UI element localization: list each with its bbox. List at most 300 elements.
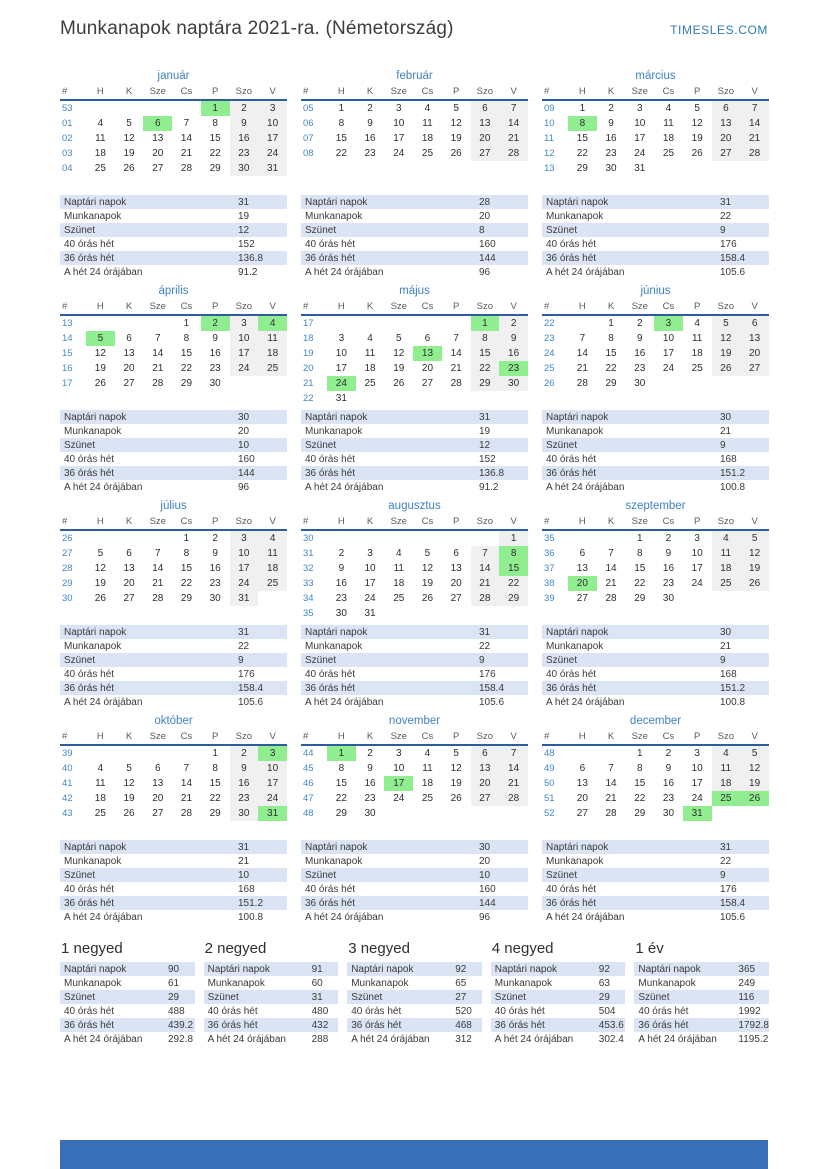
- summary-row: [60, 940, 769, 1046]
- month-block: [542, 496, 769, 711]
- day-cell: 4: [395, 548, 402, 559]
- day-cell: 31: [230, 591, 259, 606]
- day-cell: 1: [608, 318, 614, 329]
- day-cell: 5: [97, 548, 104, 559]
- empty-day-cell: [327, 530, 356, 546]
- day-cell: 6: [740, 315, 769, 331]
- empty-day-cell: [258, 376, 287, 391]
- stat-label: Szünet: [305, 654, 337, 666]
- day-cell: 1: [499, 530, 528, 546]
- stat-label: 36 órás hét: [546, 252, 597, 264]
- week-number-header: #: [544, 516, 550, 527]
- day-cell: 16: [634, 348, 646, 359]
- stat-row: [491, 990, 626, 1004]
- stat-label: Szünet: [64, 439, 96, 451]
- stat-label: A hét 24 órájában: [305, 266, 384, 278]
- page-title: Munkanapok naptára 2021-ra. (Németország): [60, 18, 454, 39]
- stat-label: A hét 24 órájában: [305, 696, 384, 708]
- day-cell: 24: [691, 578, 703, 589]
- stat-row: [204, 1004, 339, 1018]
- stat-label: Munkanapok: [638, 977, 696, 989]
- stat-label: 40 órás hét: [305, 238, 356, 250]
- day-name-header: P: [452, 301, 460, 312]
- day-cell: 21: [180, 793, 193, 804]
- day-cell: 2: [230, 745, 259, 761]
- day-name-header: Sze: [390, 86, 407, 97]
- week-number-header: #: [303, 731, 309, 742]
- week-row: [301, 361, 528, 376]
- day-cell: 7: [453, 333, 459, 344]
- day-cell: 5: [126, 118, 132, 129]
- stat-value: 1992: [738, 1005, 761, 1017]
- day-cell: 14: [605, 563, 617, 574]
- day-header-row: [301, 729, 528, 745]
- stat-row: [542, 910, 769, 924]
- month-title: november: [388, 715, 441, 727]
- day-cell: 29: [335, 808, 347, 819]
- stat-row: [301, 237, 528, 251]
- day-cell: 26: [94, 378, 106, 389]
- day-cell: 28: [152, 593, 164, 604]
- footer-bar: [60, 1140, 768, 1169]
- stat-label: Naptári napok: [546, 411, 609, 423]
- day-cell: 4: [424, 748, 431, 759]
- day-cell: 31: [364, 608, 376, 619]
- week-row: [301, 315, 528, 331]
- week-number: 47: [303, 793, 314, 804]
- stat-value: 168: [238, 883, 255, 895]
- day-cell: 10: [258, 761, 287, 776]
- month-title: augusztus: [388, 500, 441, 512]
- week-number: 42: [62, 793, 73, 804]
- day-header-row: [60, 514, 287, 530]
- empty-day-cell: [413, 315, 442, 331]
- day-cell: 21: [605, 793, 617, 804]
- stat-label: A hét 24 órájában: [494, 1033, 574, 1045]
- day-name-header: Cs: [180, 516, 193, 527]
- month-stats-table: [60, 410, 287, 494]
- day-cell: 16: [364, 133, 376, 144]
- day-header-row: [60, 84, 287, 100]
- stat-value: 160: [479, 238, 496, 250]
- day-cell: 12: [94, 348, 106, 359]
- day-name-header: Sze: [149, 731, 166, 742]
- day-cell: 13: [740, 331, 769, 346]
- stat-value: 9: [720, 224, 726, 236]
- month-stats-table: [301, 195, 528, 279]
- day-cell: 27: [712, 146, 741, 161]
- month-calendar: [60, 729, 287, 821]
- stat-label: Munkanapok: [494, 977, 553, 989]
- day-cell: 18: [258, 346, 287, 361]
- week-number: 12: [544, 148, 555, 159]
- day-cell: 9: [230, 761, 259, 776]
- stat-value: 105.6: [720, 266, 746, 278]
- day-cell: 4: [694, 318, 700, 329]
- day-cell: 3: [694, 533, 700, 544]
- day-name-header: V: [269, 731, 276, 742]
- week-number: 50: [544, 778, 555, 789]
- day-cell: 25: [662, 148, 675, 159]
- month-calendar: [301, 84, 528, 161]
- day-cell: 22: [335, 148, 347, 159]
- day-cell: 10: [364, 563, 376, 574]
- stat-value: 30: [479, 841, 491, 853]
- day-cell: 27: [123, 378, 135, 389]
- stat-label: 36 órás hét: [64, 682, 115, 694]
- stat-row: [542, 410, 769, 424]
- stat-row: [347, 1018, 482, 1032]
- stat-value: 312: [455, 1033, 472, 1045]
- day-cell: 10: [393, 118, 405, 129]
- stat-label: Szünet: [546, 224, 578, 236]
- week-row: [301, 346, 528, 361]
- day-cell: 20: [152, 793, 164, 804]
- week-row: [301, 561, 528, 576]
- holiday-day-cell: 1: [471, 315, 500, 331]
- stat-value: 30: [238, 411, 250, 423]
- day-cell: 24: [364, 593, 376, 604]
- month-title: október: [154, 715, 193, 727]
- day-cell: 23: [662, 793, 675, 804]
- week-number: 39: [544, 593, 555, 604]
- week-row: [542, 806, 769, 821]
- day-cell: 8: [636, 763, 643, 774]
- stat-row: [60, 1032, 195, 1046]
- stat-value: 160: [479, 883, 496, 895]
- day-cell: 14: [152, 348, 164, 359]
- stat-row: [634, 990, 769, 1004]
- day-cell: 10: [662, 333, 675, 344]
- day-cell: 10: [393, 763, 405, 774]
- month-title: szeptember: [625, 500, 686, 512]
- stat-value: 9: [720, 439, 726, 451]
- day-name-header: Sze: [149, 86, 166, 97]
- week-row: [542, 131, 769, 146]
- day-cell: 22: [209, 793, 221, 804]
- day-cell: 3: [338, 333, 345, 344]
- empty-day-cell: [143, 745, 172, 761]
- week-number: 26: [544, 378, 555, 389]
- day-cell: 1: [183, 533, 190, 544]
- stat-row: [491, 1032, 626, 1046]
- week-number: 07: [303, 133, 314, 144]
- empty-day-cell: [86, 745, 115, 761]
- timesles-logo-link[interactable]: TIMESLES.COM: [670, 23, 768, 37]
- week-number: 51: [544, 793, 555, 804]
- day-cell: 18: [364, 363, 376, 374]
- week-number: 22: [303, 393, 314, 404]
- empty-day-cell: [86, 530, 115, 546]
- stat-label: 40 órás hét: [64, 883, 115, 895]
- day-cell: 7: [608, 548, 614, 559]
- month-calendar: [301, 514, 528, 621]
- day-name-header: H: [578, 301, 586, 312]
- day-cell: 20: [123, 363, 135, 374]
- day-cell: 3: [367, 548, 373, 559]
- week-row: [301, 116, 528, 131]
- day-cell: 14: [576, 348, 588, 359]
- stat-value: 152: [479, 453, 496, 465]
- day-cell: 16: [209, 563, 221, 574]
- day-cell: 19: [450, 778, 462, 789]
- holiday-day-cell: 3: [654, 315, 683, 331]
- day-cell: 14: [499, 761, 528, 776]
- week-row: [542, 561, 769, 576]
- stat-row: [301, 195, 528, 209]
- day-name-header: K: [607, 731, 615, 742]
- stat-value: 91: [311, 963, 323, 975]
- stat-row: [634, 976, 769, 990]
- day-cell: 13: [712, 116, 741, 131]
- day-cell: 21: [740, 131, 769, 146]
- day-name-header: Szo: [717, 301, 735, 312]
- stat-row: [347, 976, 482, 990]
- week-row: [542, 576, 769, 591]
- stat-row: [542, 223, 769, 237]
- empty-day-cell: [413, 806, 442, 821]
- stat-value: 91.2: [238, 266, 258, 278]
- stat-row: [60, 438, 287, 452]
- month-stats-table: [60, 195, 287, 279]
- stat-label: 36 órás hét: [305, 682, 356, 694]
- week-row: [542, 100, 769, 116]
- stat-row: [491, 1018, 626, 1032]
- day-name-header: K: [125, 301, 133, 312]
- stat-label: Naptári napok: [64, 626, 127, 638]
- stat-row: [60, 1018, 195, 1032]
- day-cell: 26: [691, 148, 703, 159]
- day-cell: 4: [424, 103, 431, 114]
- day-name-header: Szo: [235, 731, 253, 742]
- stat-row: [60, 854, 287, 868]
- week-row: [60, 591, 287, 606]
- month-title: május: [399, 285, 430, 297]
- empty-day-cell: [471, 530, 500, 546]
- day-cell: 29: [209, 808, 221, 819]
- stat-value: 151.2: [720, 467, 746, 479]
- day-cell: 19: [421, 578, 434, 589]
- stat-row: [301, 882, 528, 896]
- holiday-day-cell: 4: [258, 315, 287, 331]
- week-number: 16: [62, 363, 73, 374]
- stat-value: 439.2: [168, 1019, 194, 1031]
- day-cell: 15: [209, 778, 221, 789]
- stat-value: 365: [738, 963, 756, 975]
- stat-row: [60, 480, 287, 494]
- day-cell: 16: [499, 346, 528, 361]
- day-cell: 11: [258, 331, 287, 346]
- week-number: 40: [62, 763, 73, 774]
- empty-day-cell: [568, 315, 597, 331]
- stat-row: [542, 195, 769, 209]
- day-name-header: H: [96, 86, 104, 97]
- day-cell: 7: [154, 548, 161, 559]
- stat-row: [301, 653, 528, 667]
- day-cell: 1: [212, 748, 218, 759]
- stat-label: Naptári napok: [546, 626, 609, 638]
- empty-day-cell: [86, 100, 115, 116]
- empty-day-cell: [471, 806, 500, 821]
- day-cell: 15: [180, 563, 193, 574]
- week-number: 48: [544, 748, 555, 759]
- week-number: 14: [62, 333, 73, 344]
- stat-row: [301, 854, 528, 868]
- stat-row: [542, 480, 769, 494]
- day-name-header: V: [751, 516, 758, 527]
- week-row: [60, 791, 287, 806]
- day-cell: 27: [450, 593, 462, 604]
- day-cell: 2: [636, 318, 643, 329]
- empty-day-cell: [683, 161, 712, 176]
- empty-day-cell: [172, 100, 201, 116]
- day-cell: 29: [499, 591, 528, 606]
- stat-value: 9: [238, 654, 244, 666]
- week-row: [542, 761, 769, 776]
- day-cell: 17: [393, 133, 405, 144]
- week-number: 13: [62, 318, 73, 329]
- day-cell: 12: [393, 348, 405, 359]
- day-name-header: Cs: [421, 516, 434, 527]
- stat-value: 151.2: [238, 897, 264, 909]
- day-cell: 28: [605, 593, 617, 604]
- day-cell: 14: [740, 116, 769, 131]
- day-cell: 15: [180, 348, 193, 359]
- month-block: [542, 281, 769, 496]
- stat-row: [301, 410, 528, 424]
- stat-label: Munkanapok: [546, 210, 604, 222]
- day-cell: 21: [576, 363, 588, 374]
- week-row: [301, 530, 528, 546]
- day-cell: 17: [691, 778, 703, 789]
- day-name-header: H: [96, 516, 104, 527]
- day-cell: 18: [712, 561, 741, 576]
- day-name-header: K: [125, 731, 133, 742]
- week-row: [60, 745, 287, 761]
- week-row: [60, 346, 287, 361]
- stat-label: Naptári napok: [638, 963, 701, 975]
- week-number: 01: [62, 118, 73, 129]
- stat-label: A hét 24 órájában: [64, 911, 143, 923]
- day-cell: 18: [421, 778, 434, 789]
- stat-label: Naptári napok: [207, 963, 270, 975]
- stat-label: A hét 24 órájában: [546, 911, 625, 923]
- summary-block: [634, 940, 769, 1046]
- day-cell: 5: [424, 548, 431, 559]
- summary-title: 3 negyed: [348, 940, 410, 957]
- day-cell: 13: [123, 348, 135, 359]
- week-row: [301, 806, 528, 821]
- month-calendar: [60, 514, 287, 606]
- stat-row: [301, 868, 528, 882]
- stat-row: [542, 854, 769, 868]
- day-cell: 12: [450, 763, 462, 774]
- day-cell: 17: [258, 131, 287, 146]
- stat-value: 20: [479, 855, 491, 867]
- stat-label: Szünet: [546, 654, 578, 666]
- stat-value: 30: [720, 411, 732, 423]
- stat-label: 36 órás hét: [64, 1019, 115, 1031]
- stat-value: 63: [598, 977, 610, 989]
- stat-label: A hét 24 órájában: [351, 1033, 430, 1045]
- day-name-header: V: [751, 301, 758, 312]
- stat-label: Munkanapok: [305, 640, 363, 652]
- stat-row: [542, 625, 769, 639]
- day-name-header: P: [693, 301, 701, 312]
- summary-title: 2 negyed: [204, 940, 267, 957]
- day-cell: 3: [395, 748, 402, 759]
- week-number: 30: [303, 533, 314, 544]
- empty-day-cell: [683, 591, 712, 606]
- months-grid: [60, 66, 769, 926]
- day-header-row: [301, 514, 528, 530]
- day-name-header: H: [337, 731, 345, 742]
- stat-value: 31: [720, 196, 732, 208]
- stat-label: Naptári napok: [305, 196, 368, 208]
- stat-value: 21: [720, 425, 732, 437]
- stat-value: 136.8: [238, 252, 264, 264]
- stat-label: 40 órás hét: [546, 883, 597, 895]
- empty-day-cell: [384, 606, 413, 621]
- week-row: [542, 346, 769, 361]
- day-cell: 26: [123, 808, 135, 819]
- stat-label: 36 órás hét: [546, 467, 597, 479]
- day-name-header: V: [510, 86, 517, 97]
- day-name-header: Szo: [717, 86, 735, 97]
- stat-row: [301, 667, 528, 681]
- day-cell: 4: [665, 103, 672, 114]
- week-row: [301, 591, 528, 606]
- day-cell: 15: [576, 133, 588, 144]
- day-name-header: Szo: [476, 86, 494, 97]
- day-cell: 12: [123, 778, 135, 789]
- day-cell: 23: [364, 793, 376, 804]
- week-number: 48: [303, 808, 314, 819]
- month-calendar: [301, 729, 528, 821]
- stat-label: 36 órás hét: [64, 252, 115, 264]
- week-row: [301, 131, 528, 146]
- day-cell: 31: [634, 163, 646, 174]
- day-cell: 11: [663, 118, 674, 129]
- stat-row: [542, 653, 769, 667]
- day-name-header: K: [366, 86, 374, 97]
- week-number: 20: [303, 363, 314, 374]
- empty-day-cell: [499, 806, 528, 821]
- day-name-header: P: [211, 516, 219, 527]
- day-cell: 6: [712, 100, 741, 116]
- empty-day-cell: [740, 376, 769, 391]
- month-calendar: [60, 84, 287, 176]
- stat-value: 20: [238, 425, 250, 437]
- week-row: [542, 161, 769, 176]
- week-number-header: #: [544, 731, 550, 742]
- day-cell: 30: [364, 808, 376, 819]
- month-block: [301, 281, 528, 496]
- day-cell: 25: [258, 576, 287, 591]
- week-row: [542, 591, 769, 606]
- day-name-header: Cs: [421, 731, 434, 742]
- stat-label: 40 órás hét: [546, 238, 597, 250]
- stat-row: [60, 962, 195, 976]
- month-calendar-area: [60, 84, 287, 188]
- month-stats-table: [301, 625, 528, 709]
- day-cell: 20: [712, 131, 741, 146]
- stat-row: [301, 625, 528, 639]
- day-cell: 4: [97, 118, 104, 129]
- stat-label: 40 órás hét: [305, 453, 356, 465]
- holiday-day-cell: 5: [86, 331, 115, 346]
- day-cell: 13: [152, 133, 164, 144]
